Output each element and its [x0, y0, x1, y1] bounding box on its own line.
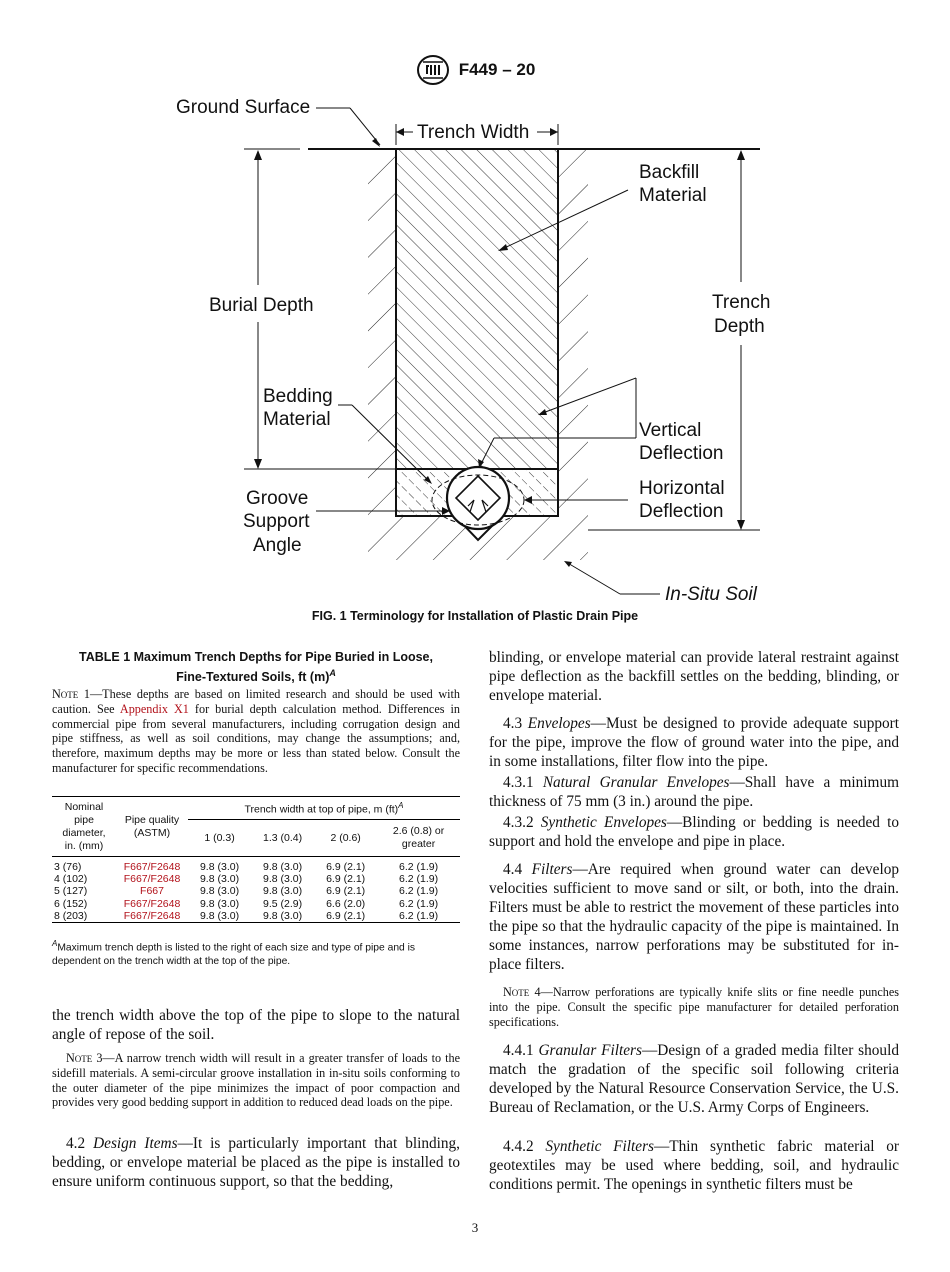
page-number: 3: [471, 1220, 479, 1235]
table-row: 5 (127) F667 9.8 (3.0) 9.8 (3.0) 6.9 (2.1) 6.2 (1.9): [54, 885, 439, 898]
right-paragraph-top: blinding, or envelope material can provide lateral restraint against pipe deflection as the backfill settles on the bedding, blinding, or envelope material.: [489, 649, 899, 704]
label-in-situ-soil: In-Situ Soil: [665, 584, 757, 605]
appendix-x1-link[interactable]: Appendix X1: [119, 701, 189, 716]
header-quality: Pipe quality (ASTM): [116, 797, 188, 857]
table-caption-line2: Fine-Textured Soils, ft (m): [176, 670, 330, 685]
note-1-label: Note 1: [52, 687, 90, 701]
label-horizontal-1: Horizontal: [639, 478, 725, 499]
note-3: Note 3—A narrow trench width will result in a greater transfer of loads to the sidefill materials. A semi-circular groove installation in in-situ soils conforming to the outer diameter of the pipe minimizes the impact of poor compaction and provides very good bedding support in addition to reduced dead loads on the pipe.: [52, 1051, 460, 1110]
header-col2: 1.3 (0.4): [251, 820, 314, 857]
label-backfill-2: Material: [639, 185, 707, 206]
backfill-material-area: [396, 149, 558, 469]
trench-diagram: [0, 0, 950, 610]
label-horizontal-2: Deflection: [639, 501, 724, 522]
section-4-4-2: 4.4.2 Synthetic Filters—Thin synthetic fabric material or geotextiles may be used where bedding, soil, and hydraulic conditions permit. The openings in synthetic filters must be: [489, 1138, 900, 1193]
section-4-3-1: 4.3.1 Natural Granular Envelopes—Shall have a minimum thickness of 75 mm (3 in.) around the pipe.: [489, 774, 899, 810]
section-4-3: 4.3 Envelopes—Must be designed to provide adequate support for the pipe, improve the flow of ground water into the pipe, and in some installations, filter flow into the pipe.: [489, 715, 899, 770]
label-bedding-1: Bedding: [263, 386, 333, 407]
label-burial-depth: Burial Depth: [209, 295, 314, 316]
note-1-text-a: —These depths are based on limited research and should be used with caution. See: [52, 687, 461, 716]
trench-depth-table: [52, 796, 460, 923]
label-bedding-2: Material: [263, 409, 331, 430]
section-4-3-2: 4.3.2 Synthetic Envelopes—Blinding or bedding is needed to support and hold the envelope and pipe in place.: [489, 814, 900, 850]
table-row: 4 (102) F667/F2648 9.8 (3.0) 9.8 (3.0) 6.9 (2.1) 6.2 (1.9): [54, 873, 439, 886]
header-col3: 2 (0.6): [314, 820, 377, 857]
figure-caption: FIG. 1 Terminology for Installation of Plastic Drain Pipe: [311, 609, 639, 623]
table-row: 6 (152) F667/F2648 9.8 (3.0) 9.5 (2.9) 6.6 (2.0) 6.2 (1.9): [54, 897, 439, 910]
header-trench-width: Trench width at top of pipe, m (ft)$^A$: [188, 797, 460, 820]
table-caption-line1: TABLE 1 Maximum Trench Depths for Pipe Buried in Loose,: [79, 650, 433, 664]
standard-designation: F449 – 20: [458, 60, 536, 79]
label-groove-1: Groove: [246, 488, 309, 509]
label-backfill-1: Backfill: [639, 162, 700, 183]
table-row: 8 (203) F667/F2648 9.8 (3.0) 9.8 (3.0) 6.9 (2.1) 6.2 (1.9): [52, 910, 460, 923]
label-trench-depth-1: Trench: [712, 292, 771, 313]
table-caption-sup: A: [329, 668, 336, 678]
header-col4: 2.6 (0.8) or greater: [377, 820, 460, 857]
note-1-text-b: for burial depth calculation method. Differences in commercial pipe from several manufacturers, including corrugation design and pipe stiffness, as well as soil conditions, may change the assumptions; and, therefore, maximum depths may be more or less than stated below. Consult the manufacturer for specific recommendations.: [52, 701, 460, 775]
label-ground-surface: Ground Surface: [176, 97, 311, 118]
table-footnote: $^A$Maximum trench depth is listed to the right of each size and type of pipe and is dependent on the trench width at the top of the pipe.: [52, 939, 416, 967]
label-vertical-1: Vertical: [639, 420, 702, 441]
section-4-2: 4.2 Design Items—It is particularly important that blinding, bedding, or envelope material be placed as the pipe is installed to ensure uniform continuous support, so that the bedding,: [52, 1135, 461, 1190]
label-vertical-2: Deflection: [639, 443, 724, 464]
note-4: Note 4—Narrow perforations are typically knife slits or fine needle punches into the pipe. Consult the specific pipe manufacturer for detailed perforation specifications.: [489, 985, 900, 1029]
table-row: 3 (76) F667/F2648 9.8 (3.0) 9.8 (3.0) 6.9 (2.1) 6.2 (1.9): [54, 861, 439, 873]
label-trench-width: Trench Width: [417, 122, 530, 143]
label-groove-2: Support: [243, 511, 310, 532]
table-caption: [52, 649, 460, 685]
left-paragraph-1: the trench width above the top of the pipe to slope to the natural angle of repose of the soil.: [52, 1007, 460, 1043]
label-trench-depth-2: Depth: [714, 316, 765, 337]
label-groove-3: Angle: [253, 535, 302, 556]
note-1: [52, 687, 460, 776]
header-col1: 1 (0.3): [188, 820, 251, 857]
header-nominal: Nominal pipe diameter, in. (mm): [52, 797, 116, 857]
section-4-4: 4.4 Filters—Are required when ground water can develop velocities sufficient to move sand or silt, or both, into the drain. Filters must be able to restrict the movement of these particles into the pipe so that the hydraulic capacity of the pipe is maintained. In some instances, narrow perforations may be substituted for in-place filters.: [489, 861, 899, 973]
section-4-4-1: 4.4.1 Granular Filters—Design of a graded media filter should match the gradation of the specific soil following criteria developed by the Natural Resource Conservation Service, the U.S. Bureau of Reclamation, or the U.S. Army Corps of Engineers.: [489, 1042, 899, 1116]
